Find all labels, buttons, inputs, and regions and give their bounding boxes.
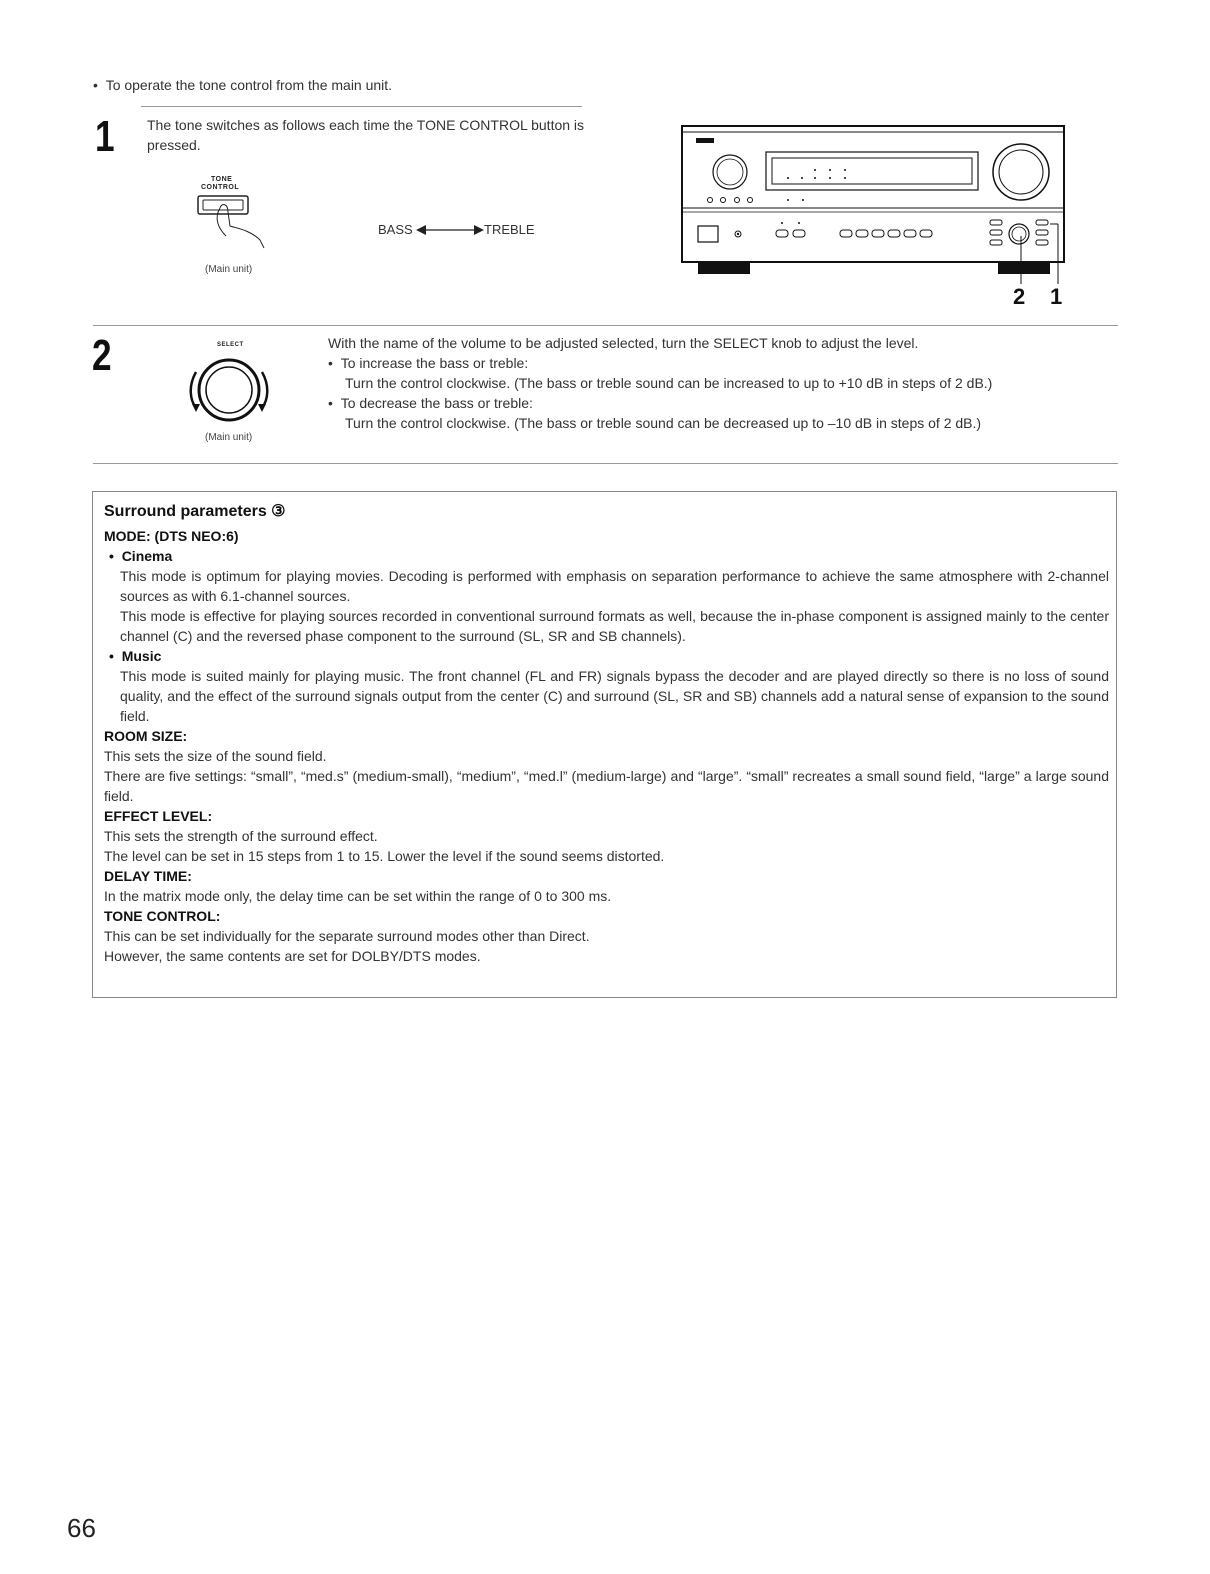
step2-caption: (Main unit) [205, 432, 253, 443]
bullet-icon: • [328, 395, 341, 411]
intro-text: To operate the tone control from the main unit. [105, 77, 393, 93]
divider [93, 463, 1118, 464]
callout-1: 1 [1050, 284, 1063, 309]
tone-control-heading: TONE CONTROL: [104, 908, 221, 924]
treble-label: TREBLE [484, 222, 535, 237]
select-knob-icon [170, 350, 290, 432]
delay-time-paragraph: In the matrix mode only, the delay time can be set within the range of 0 to 300 ms. [104, 888, 612, 904]
bullet-icon: • [328, 355, 341, 371]
divider [93, 325, 1118, 326]
increase-title: To increase the bass or treble: [340, 355, 529, 371]
increase-item [328, 353, 1118, 373]
cinema-paragraph-2: This mode is effective for playing sources recorded in conventional surround formats as well, because the in-phase component is assigned mainly to the center channel (C) and the reversed phase component to the surround (SL, SR and SB channels). [120, 608, 1109, 644]
decrease-text: Turn the control clockwise. (The bass or treble sound can be decreased up to –10 dB in steps of 2 dB.) [345, 415, 982, 431]
tone-label-top: TONE [211, 176, 233, 183]
delay-time-heading: DELAY TIME: [104, 868, 192, 884]
step2-text: With the name of the volume to be adjusted selected, turn the SELECT knob to adjust the level. [328, 335, 919, 351]
surround-parameters-box [92, 491, 1117, 998]
cinema-paragraph-1: This mode is optimum for playing movies. Decoding is performed with emphasis on separation performance to achieve the same atmosphere with 2-channel sources as with 6.1-channel sources. [120, 568, 1109, 604]
room-size-paragraph-2: There are five settings: “small”, “med.s” (medium-small), “medium”, “med.l” (medium-large) and “large”. “small” recreates a small sound field, “large” a large sound field. [104, 768, 1109, 804]
music-item: • Music [109, 648, 162, 664]
decrease-item [328, 393, 1118, 413]
step-number-2: 2 [92, 331, 112, 380]
bullet-icon: • [93, 77, 106, 93]
step1-text: The tone switches as follows each time the TONE CONTROL button is pressed. [147, 117, 585, 153]
music-title: Music [121, 648, 162, 664]
tone-control-paragraph-2: However, the same contents are set for DOLBY/DTS modes. [104, 948, 481, 964]
cinema-title: Cinema [121, 548, 173, 564]
effect-level-paragraph-1: This sets the strength of the surround effect. [104, 828, 378, 844]
effect-level-heading: EFFECT LEVEL: [104, 808, 213, 824]
tone-control-paragraph-1: This can be set individually for the separate surround modes other than Direct. [104, 928, 590, 944]
cinema-item: • Cinema [109, 548, 173, 564]
tone-label-bottom: CONTROL [201, 184, 240, 191]
step2-text-block [328, 333, 1118, 433]
bass-label: BASS [378, 222, 413, 237]
decrease-title: To decrease the bass or treble: [340, 395, 533, 411]
increase-text: Turn the control clockwise. (The bass or treble sound can be increased to up to +10 dB in steps of 2 dB.) [345, 375, 993, 391]
mode-heading: MODE: (DTS NEO:6) [104, 528, 239, 544]
intro-line [93, 77, 392, 93]
double-arrow-icon [416, 222, 484, 238]
surround-title: Surround parameters ③ [104, 503, 286, 520]
step-number-1: 1 [95, 112, 115, 161]
page-number: 66 [67, 1513, 96, 1543]
step1-caption: (Main unit) [205, 264, 253, 275]
music-paragraph: This mode is suited mainly for playing music. The front channel (FL and FR) signals bypass the decoder and are played directly so there is no loss of sound quality, and the effect of the surround signals output from the center (C) and surround (SL, SR and SB) channels add a natural sense of expansion to the sound field. [120, 668, 1109, 724]
callout-2: 2 [1013, 284, 1026, 309]
room-size-paragraph-1: This sets the size of the sound field. [104, 748, 327, 764]
effect-level-paragraph-2: The level can be set in 15 steps from 1 to 15. Lower the level if the sound seems distorted. [104, 848, 665, 864]
divider [141, 106, 582, 107]
tone-control-button-icon [190, 192, 280, 262]
receiver-front-panel [680, 124, 1070, 284]
room-size-heading: ROOM SIZE: [104, 728, 188, 744]
select-label: SELECT [217, 342, 244, 348]
brand-logo-icon [696, 138, 714, 143]
